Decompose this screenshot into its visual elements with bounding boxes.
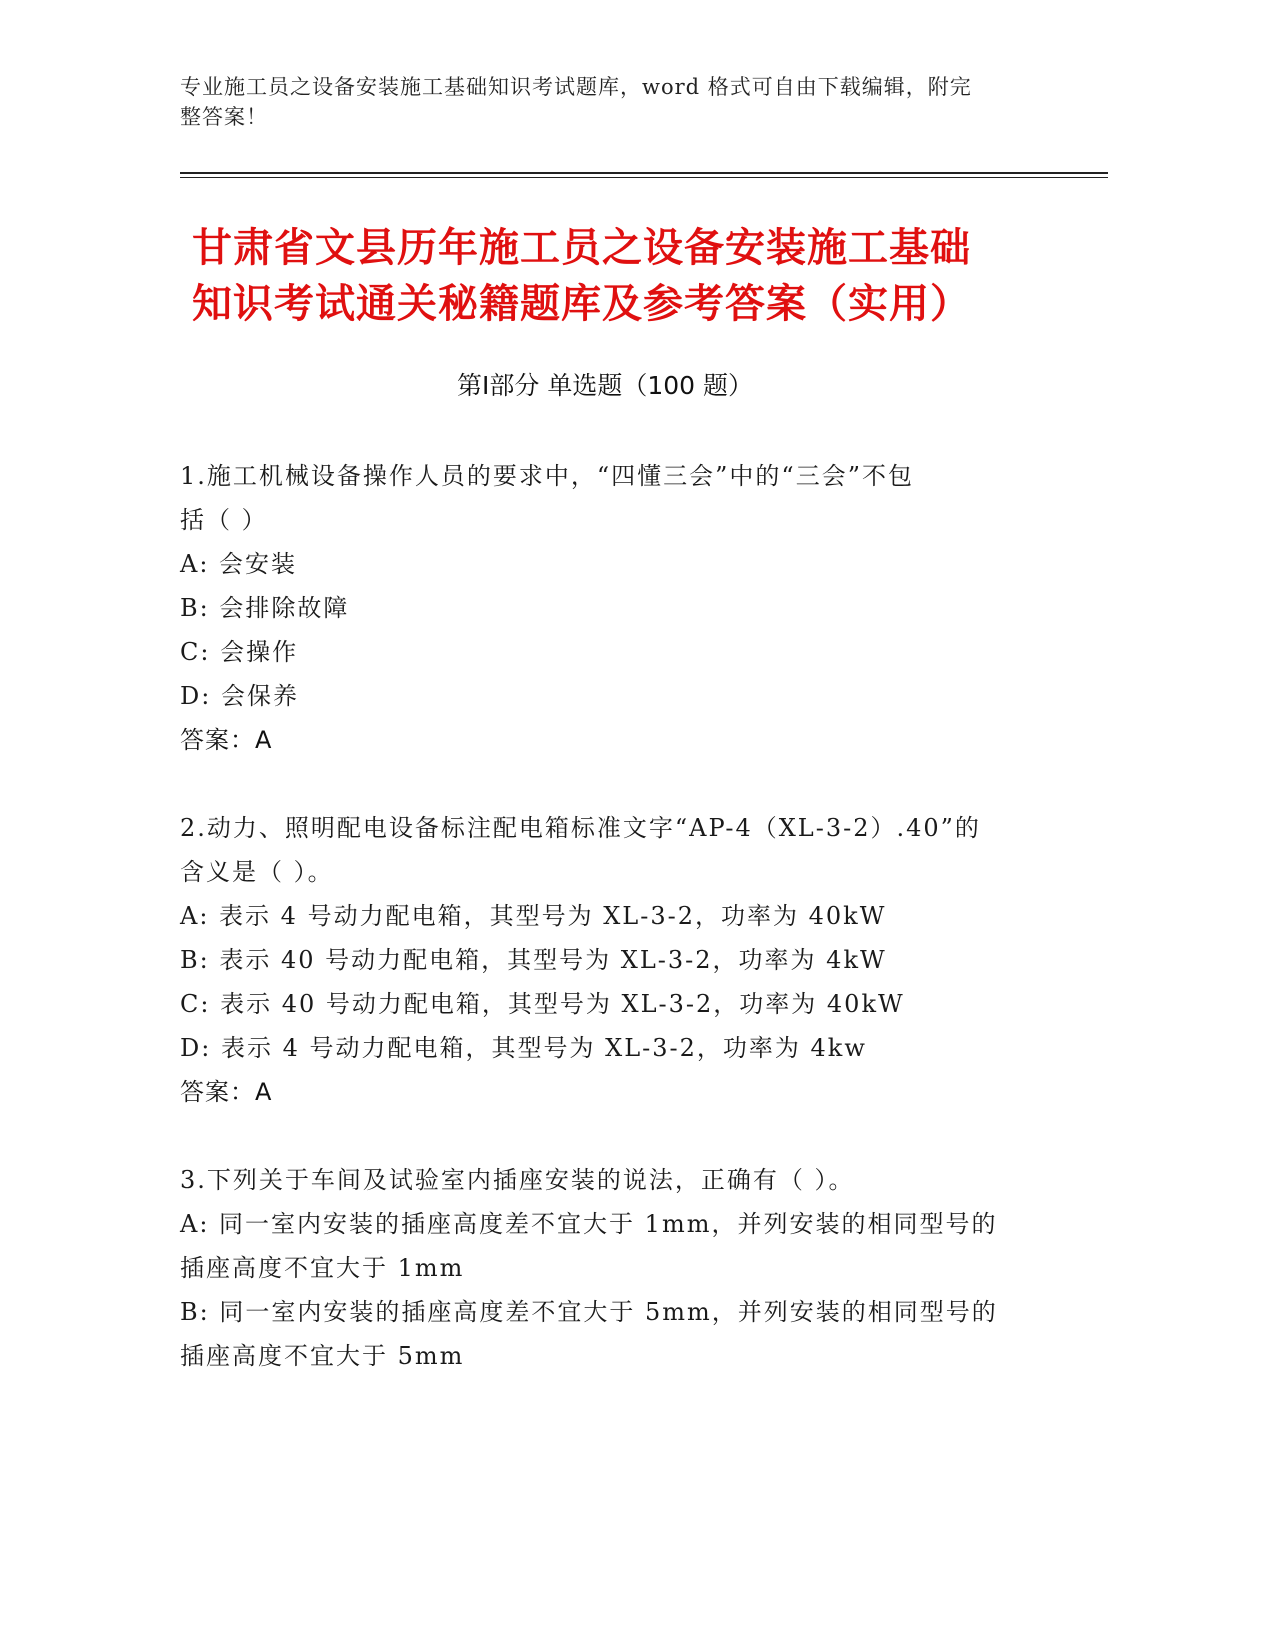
question-2-stem-line-1: 2.动力、照明配电设备标注配电箱标准文字“AP-4（XL-3-2）.40”的 [180,814,981,842]
question-1-option-b: B: 会排除故障 [180,594,350,622]
question-2 [180,806,1040,1114]
question-1-option-c: C: 会操作 [180,638,299,666]
question-2-option-c: C: 表示 40 号动力配电箱，其型号为 XL-3-2，功率为 40kW [180,990,905,1018]
header-divider-thick [180,172,1108,174]
question-spacer [180,1114,1040,1158]
header-note-line-2: 整答案！ [180,105,268,129]
question-spacer [180,762,1040,806]
header-note-line-1: 专业施工员之设备安装施工基础知识考试题库，word 格式可自由下载编辑，附完 [180,75,972,99]
question-3-option-a-line-2: 插座高度不宜大于 1mm [180,1254,465,1282]
section-heading: 第Ⅰ部分 单选题（100 题） [457,371,753,400]
question-3-option-b-line-2: 插座高度不宜大于 5mm [180,1342,465,1370]
question-3-option-a-line-1: A: 同一室内安装的插座高度差不宜大于 1mm，并列安装的相同型号的 [180,1210,998,1238]
question-2-option-d: D: 表示 4 号动力配电箱，其型号为 XL-3-2，功率为 4kw [180,1034,867,1062]
question-1-stem-line-1: 1.施工机械设备操作人员的要求中，“四懂三会”中的“三会”不包 [180,462,914,490]
question-3-stem-line-1: 3.下列关于车间及试验室内插座安装的说法，正确有（ ）。 [180,1166,855,1194]
question-1-option-d: D: 会保养 [180,682,299,710]
document-title-line-1: 甘肃省文县历年施工员之设备安装施工基础 [192,225,971,271]
question-list [180,454,1040,1378]
question-3-option-b-line-1: B: 同一室内安装的插座高度差不宜大于 5mm，并列安装的相同型号的 [180,1298,998,1326]
header-note [180,72,1040,132]
question-1-answer: 答案：A [180,726,273,754]
question-2-answer: 答案：A [180,1078,273,1106]
question-1 [180,454,1040,762]
question-1-stem-line-2: 括（ ） [180,506,268,534]
document-title [192,220,1072,332]
question-2-option-b: B: 表示 40 号动力配电箱，其型号为 XL-3-2，功率为 4kW [180,946,887,974]
question-2-option-a: A: 表示 4 号动力配电箱，其型号为 XL-3-2，功率为 40kW [180,902,887,930]
document-title-line-2: 知识考试通关秘籍题库及参考答案（实用） [192,281,971,327]
question-2-stem-line-2: 含义是（ ）。 [180,858,334,886]
question-1-option-a: A: 会安装 [180,550,298,578]
header-divider-thin [180,177,1108,178]
question-3 [180,1158,1040,1378]
